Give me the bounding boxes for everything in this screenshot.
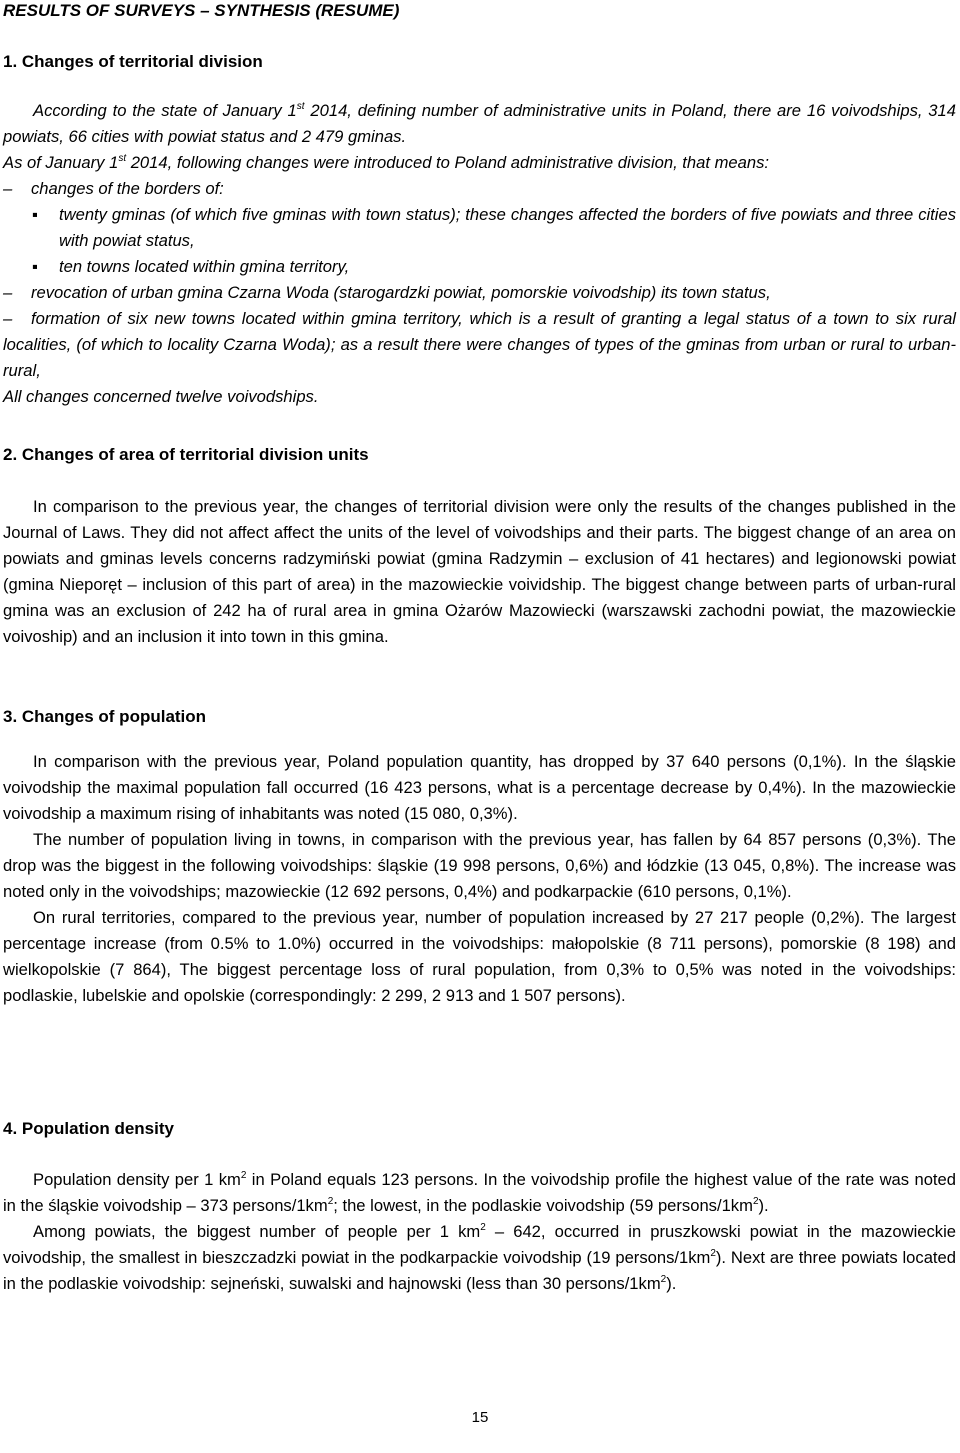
dash-bullet: – (3, 179, 13, 198)
list-item (3, 176, 956, 202)
text-run: ). (758, 1196, 769, 1215)
sub-list-item (3, 254, 956, 280)
section-1-heading: 1. Changes of territorial division (3, 52, 263, 71)
superscript: 2 (752, 1196, 759, 1207)
list-item-text: formation of six new towns located within gmina territory, which is a result of granting a legal status of a town to six rural localities, (of which to locality Czarna Woda); as a result there were changes of types of the gminas from urban or rural to urban-rural, (3, 309, 956, 380)
section-4-heading: 4. Population density (3, 1119, 174, 1138)
page-title: RESULTS OF SURVEYS – SYNTHESIS (RESUME) (3, 1, 400, 20)
list-item-text: ten towns located within gmina territory, (59, 257, 350, 276)
superscript: 2 (660, 1274, 667, 1285)
dash-bullet: – (3, 283, 13, 302)
text-run: Population density per 1 km (33, 1170, 241, 1189)
section-1-closing: All changes concerned twelve voivodships. (3, 387, 319, 406)
section-4-body (3, 1167, 956, 1297)
section-3-paragraph-2: The number of population living in towns, in comparison with the previous year, has fallen by 64 857 persons (0,3%). The drop was the biggest in the following voivodships: śląskie (19 998 persons, 0,6%) and łódzkie (13 045, 0,8%). The increase was noted only in the voivodships; mazowieckie (12 692 persons, 0,4%) and podkarpackie (610 persons, 0,1%). (3, 830, 956, 901)
text-run: ; the lowest, in the podlaskie voivodship (59 persons/1km (333, 1196, 753, 1215)
list-item (3, 280, 956, 306)
square-bullet: ▪ (32, 205, 38, 224)
section-1-body (3, 98, 956, 410)
superscript: 2 (480, 1222, 486, 1233)
text-run: According to the state of January 1 (33, 101, 297, 120)
superscript: st (118, 153, 127, 164)
text-run: – 642, occurred in pruszkowski powiat in the mazowieckie voivodship, the smallest in bieszczadzki powiat in the podkarpackie voivodship (19 persons/1km (3, 1222, 956, 1267)
page-number: 15 (471, 1409, 489, 1426)
section-2-body (3, 494, 956, 650)
list-item-text: changes of the borders of: (31, 179, 224, 198)
superscript: st (296, 101, 305, 112)
square-bullet: ▪ (32, 257, 38, 276)
section-2-paragraph-1: In comparison to the previous year, the changes of territorial division were only the results of the changes published in the Journal of Laws. They did not affect affect the units of the level of voivodships and their parts. The biggest change of an area on powiats and gminas levels concerns radzymiński powiat (gmina Radzymin – exclusion of 41 hectares) and legionowski powiat (gmina Nieporęt – inclusion of this part of area) in the mazowieckie voividship. The biggest change between parts of urban-rural gmina was an exclusion of 242 ha of rural area in gmina Ożarów Mazowiecki (warszawski zachodni powiat, the mazowieckie voivoship) and an inclusion it into town in this gmina. (3, 497, 956, 646)
section-2-heading: 2. Changes of area of territorial division units (3, 445, 369, 464)
text-run: in Poland equals 123 persons. In the voivodship profile the highest value of the rate was noted in the śląskie voivodship – 373 persons/1km (3, 1170, 956, 1215)
text-run: ). Next are three powiats located in the podlaskie voivodship: sejneński, suwalski and hajnowski (less than 30 persons/1km (3, 1248, 956, 1293)
section-3-body (3, 749, 956, 1009)
section-1-paragraph-1 (3, 98, 956, 150)
text-run: Among powiats, the biggest number of people per 1 km (33, 1222, 481, 1241)
superscript: 2 (327, 1196, 334, 1207)
list-item-text: twenty gminas (of which five gminas with town status); these changes affected the borders of five powiats and three cities with powiat status, (59, 205, 956, 250)
section-3-paragraph-3: On rural territories, compared to the previous year, number of population increased by 27 217 people (0,2%). The largest percentage increase (from 0.5% to 1.0%) occurred in the voivodships: małopolskie (8 711 persons), pomorskie (8 198) and wielkopolskie (7 864), The biggest percentage loss of rural population, from 0,3% to 0,5% was noted in the voivodships: podlaskie, lubelskie and opolskie (correspondingly: 2 299, 2 913 and 1 507 persons). (3, 908, 956, 1005)
superscript: 2 (710, 1248, 716, 1259)
dash-bullet: – (3, 309, 13, 328)
list-item-text: revocation of urban gmina Czarna Woda (starogardzki powiat, pomorskie voivodship) its town status, (31, 283, 771, 302)
section-4-paragraph-1 (3, 1167, 956, 1219)
list-item (3, 306, 956, 384)
section-3-paragraph-1: In comparison with the previous year, Poland population quantity, has dropped by 37 640 persons (0,1%). In the śląskie voivodship the maximal population fall occurred (16 423 persons, what is a percentage decrease by 0,4%). In the mazowieckie voivodship a maximum rising of inhabitants was noted (15 080, 0,3%). (3, 752, 956, 823)
text-run: 2014, following changes were introduced to Poland administrative division, that means: (126, 153, 770, 172)
section-1-paragraph-2 (3, 150, 956, 176)
text-run: 2014, defining number of administrative units in Poland, there are 16 voivodships, 314 powiats, 66 cities with powiat status and 2 479 gminas. (3, 101, 956, 146)
section-4-paragraph-2 (3, 1219, 956, 1297)
section-3-heading: 3. Changes of population (3, 707, 207, 726)
sub-list-item (3, 202, 956, 254)
superscript: 2 (240, 1170, 247, 1181)
text-run: As of January 1 (3, 153, 119, 172)
text-run: ). (666, 1274, 677, 1293)
